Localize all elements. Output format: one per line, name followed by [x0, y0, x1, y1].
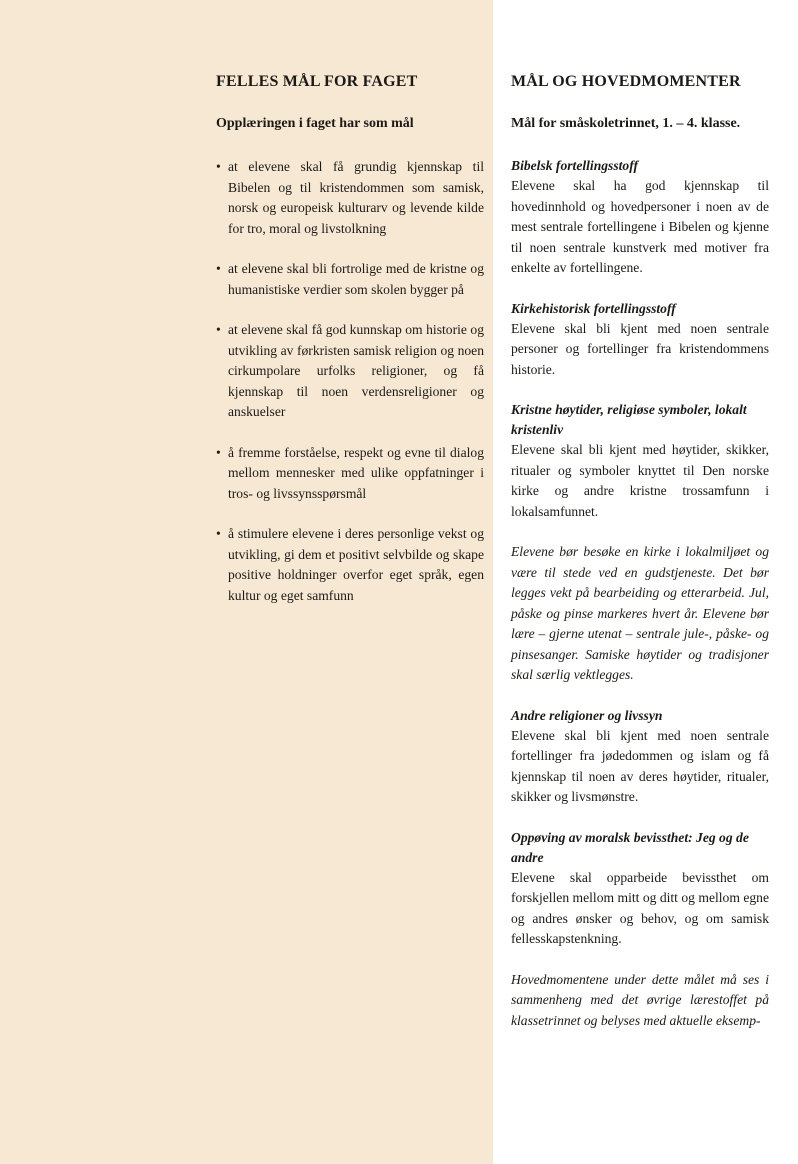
closing-note: Hovedmomentene under dette målet må ses i sammenheng med det øvrige lærestoffet på klassetrinnet og belyses med aktuelle eksemp- [511, 971, 769, 1028]
section-title: Bibelsk fortellingsstoff [511, 158, 639, 173]
right-column [493, 0, 798, 1164]
left-subheading: Opplæringen i faget har som mål [216, 116, 414, 131]
right-subheading: Mål for småskoletrinnet, 1. – 4. klasse. [511, 116, 741, 131]
italic-note: Elevene bør besøke en kirke i lokalmiljøet og være til stede ved en gudstjeneste. Det bør legges vekt på bearbeiding og etterarbeid. Jul, påske og pinse markeres hvert år. Elevene bør lære – gjerne utenat – sentrale jule-, påske- og pinsesanger. Samiske høytider og tradisjoner skal særlig vektlegges. [511, 544, 769, 682]
goal-item: • at elevene skal få grundig kjennskap til Bibelen og til kristendommen som samisk, norsk og europeisk kulturarv og levende kilde for tro, moral og livstolkning [216, 157, 484, 239]
section-title: Kristne høytider, religiøse symboler, lokalt kristenliv [511, 402, 747, 437]
right-heading: MÅL OG HOVEDMOMENTER [511, 73, 741, 90]
right-content [511, 72, 769, 1031]
section-text: Elevene skal opparbeide bevissthet om forskjellen mellom mitt og ditt og mellom egne og andres ønsker og behov, og om samisk fellesskapstenkning. [511, 869, 769, 946]
section-text: Elevene skal bli kjent med noen sentrale personer og fortellinger fra kristendommens historie. [511, 320, 769, 377]
section-text: Elevene skal bli kjent med høytider, skikker, ritualer og symboler knyttet til Den norske kirke og andre kristne trossamfunn i lokalsamfunnet. [511, 442, 769, 519]
goal-list [216, 157, 484, 606]
section-title: Kirkehistorisk fortellingsstoff [511, 300, 676, 316]
section-title: Oppøving av moralsk bevissthet: Jeg og de andre [511, 829, 749, 865]
goal-item: • at elevene skal bli fortrolige med de kristne og humanistiske verdier som skolen bygger på [216, 259, 484, 300]
goal-item: • å stimulere elevene i deres personlige vekst og utvikling, gi dem et positivt selvbilde og skape positive holdninger overfor eget språk, egen kultur og eget samfunn [216, 524, 484, 606]
section-title: Andre religioner og livssyn [511, 707, 663, 723]
section-text: Elevene skal ha god kjennskap til hovedinnhold og hovedpersoner i noen av de mest sentrale fortellingene i Bibelen og kjenne til noen sentrale kunstverk med motiver fra enkelte av fortellingene. [511, 178, 769, 275]
goal-item: • at elevene skal få god kunnskap om historie og utvikling av førkristen samisk religion og noen cirkumpolare urfolks religioner, og få kjennskap til noen verdensreligioner og anskuelser [216, 320, 484, 423]
section-text: Elevene skal bli kjent med noen sentrale fortellinger fra jødedommen og islam og få kjennskap til noen av deres høytider, ritualer, skikker og livsmønstre. [511, 727, 769, 804]
goal-item: • å fremme forståelse, respekt og evne til dialog mellom mennesker med ulike oppfatninger i tros- og livssynsspørsmål [216, 443, 484, 505]
left-content [216, 72, 484, 626]
left-heading: FELLES MÅL FOR FAGET [216, 73, 418, 90]
